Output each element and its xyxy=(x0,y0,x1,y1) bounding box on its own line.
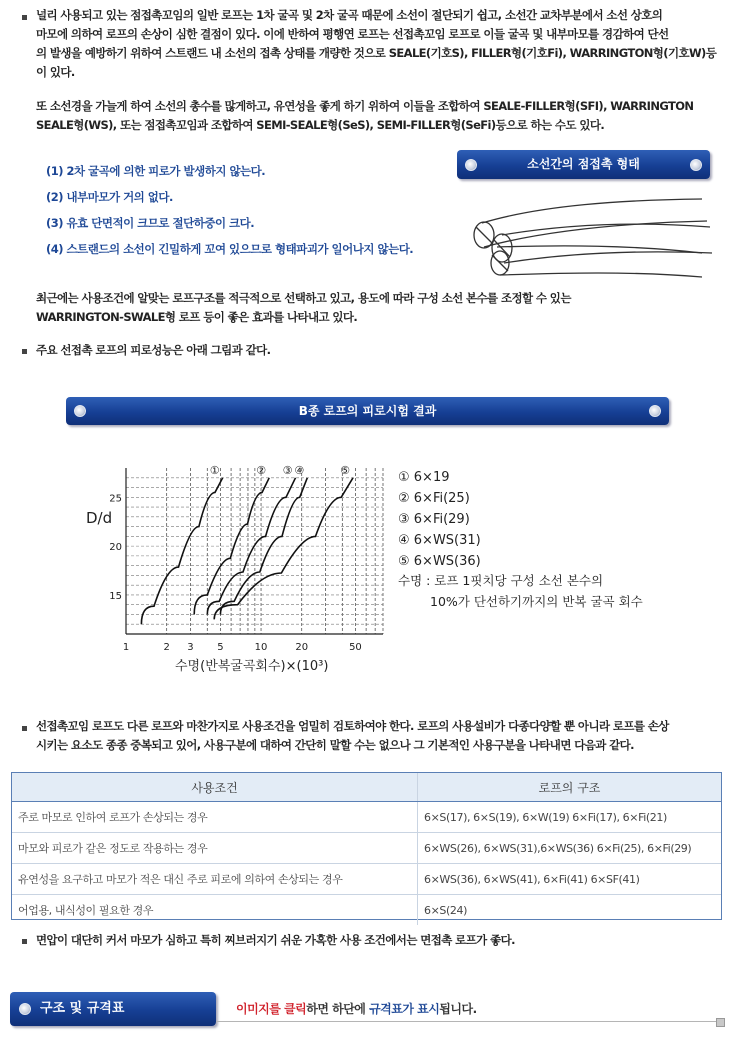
chart-x-tick-label: 2 xyxy=(163,642,170,653)
chart-x-tick-label: 1 xyxy=(122,642,130,653)
table-cell: 어업용, 내식성이 필요한 경우 xyxy=(12,895,418,926)
pressure-note: 면압이 대단히 커서 마모가 심하고 특히 찌브러지기 쉬운 가혹한 사용 조건에서는 면접촉 로프가 좋다. xyxy=(36,933,515,947)
footer-end-square xyxy=(716,1018,725,1027)
feature-list xyxy=(46,159,446,263)
strand-contact-illustration xyxy=(462,195,717,285)
table-cell: 유연성을 요구하고 마모가 적은 대신 주로 피로에 의하여 손상되는 경우 xyxy=(12,864,418,895)
table-row xyxy=(12,895,721,926)
chart-curves xyxy=(141,464,353,624)
structure-spec-tab[interactable]: 구조 및 규격표 xyxy=(10,992,216,1026)
usage-note: 선접촉꼬임 로프도 다른 로프와 마찬가지로 사용조건을 엄밀히 검토하여야 한다. 로프의 사용설비가 다종다양할 뿐 아니라 로프를 손상 시키는 요소도 종종 중복되고 있어, 사용구분에 대하여 간단히 말할 수는 없으나 그 기본적인 사용구분을 나타내면 다음과 같다. xyxy=(36,719,669,752)
rope-structure-table-frame xyxy=(11,772,722,920)
fatigue-note: 주요 선접촉 로프의 피로성능은 아래 그림과 같다. xyxy=(36,343,271,357)
chart-legend-entry: ③ 6×Fi(29) xyxy=(398,512,470,527)
bullet-marker xyxy=(22,15,27,20)
bullet-marker xyxy=(22,939,27,944)
table-row xyxy=(12,802,721,833)
contact-shape-header: 소선간의 점접촉 형태 xyxy=(457,150,710,179)
chart-xlabel: 수명(반복굴곡회수)×(10³) xyxy=(175,659,329,674)
chart-series-label: ⑤ xyxy=(340,463,350,477)
table-cell: 6×S(17), 6×S(19), 6×W(19) 6×Fi(17), 6×Fi(21) xyxy=(418,802,722,833)
chart-ylabel: D/d xyxy=(86,509,113,527)
chart-legend xyxy=(398,470,643,609)
recent-paragraph: 최근에는 사용조건에 알맞는 로프구조를 적극적으로 선택하고 있고, 용도에 따라 구성 소선 본수를 조정할 수 있는 WARRINGTON-SWALE형 로프 등이 좋은 효과를 나타내고 있다. xyxy=(36,291,571,324)
chart-x-tick-label: 10 xyxy=(254,642,268,653)
chart-y-tick-label: 15 xyxy=(109,590,122,602)
intro-paragraph-1: 널리 사용되고 있는 점접촉꼬임의 일반 로프는 1차 굴곡 및 2차 굴곡 때문에 소선이 절단되기 쉽고, 소선간 교차부분에서 소선 상호의 마모에 의하여 로프의 손상이 심한 결점이 있다. 이에 반하여 평행연 로프는 선접촉꼬임 로프로 이들 굴곡 및 내부마모를 경감하여 단선 의 발생을 예방하기 위하여 스트랜드 내 소선의 접촉 상태를 개량한 것으로 SEALE(기호S), FILLER형(기호Fi), WARRINGTON형(기호W)등 이 있다. xyxy=(36,8,717,79)
feature-item: (4) 스트랜드의 소선이 긴밀하게 꼬여 있으므로 형태파괴가 일어나지 않는다. xyxy=(46,242,414,256)
table-header-row xyxy=(12,773,721,802)
chart-series-label: ④ xyxy=(294,463,305,477)
feature-item: (1) 2차 굴곡에 의한 피로가 발생하지 않는다. xyxy=(46,164,266,178)
bullet-dot-icon xyxy=(465,159,477,171)
chart-legend-entry: ⑤ 6×WS(36) xyxy=(398,554,481,569)
bullet-marker xyxy=(22,726,27,731)
feature-item: (3) 유효 단면적이 크므로 절단하중이 크다. xyxy=(46,216,255,230)
rope-structure-table xyxy=(12,773,721,925)
chart-legend-entry: ② 6×Fi(25) xyxy=(398,491,470,506)
chart-x-tick-label: 3 xyxy=(187,642,194,653)
table-cell: 마모와 피로가 같은 정도로 작용하는 경우 xyxy=(12,833,418,864)
bullet-dot-icon xyxy=(74,405,86,417)
footer-message: 이미지를 클릭하면 하단에 규격표가 표시됩니다. xyxy=(236,1002,477,1016)
chart-series-line xyxy=(141,478,222,624)
chart-y-tick-label: 20 xyxy=(109,542,122,554)
table-header-cell: 로프의 구조 xyxy=(418,773,722,802)
table-row xyxy=(12,864,721,895)
chart-legend-entry: ④ 6×WS(31) xyxy=(398,533,481,548)
chart-series-label: ① xyxy=(209,463,220,477)
bullet-dot-icon xyxy=(690,159,702,171)
feature-item: (2) 내부마모가 거의 없다. xyxy=(46,190,173,204)
chart-series-label: ② xyxy=(256,463,267,477)
chart-note-line: 수명 : 로프 1핏치당 구성 소선 본수의 xyxy=(398,573,604,588)
chart-series-label: ③ xyxy=(282,463,293,477)
chart-header: B종 로프의 피로시험 결과 xyxy=(66,397,669,425)
table-cell: 6×WS(26), 6×WS(31),6×WS(36) 6×Fi(25), 6×Fi(29) xyxy=(418,833,722,864)
table-header-cell: 사용조건 xyxy=(12,773,418,802)
chart-x-tick-label: 50 xyxy=(349,642,362,653)
chart-note-line: 10%가 단선하기까지의 반복 굴곡 회수 xyxy=(430,594,643,609)
fatigue-chart xyxy=(78,460,698,685)
bullet-marker xyxy=(22,349,27,354)
bullet-dot-icon xyxy=(19,1003,31,1015)
footer-divider xyxy=(216,1021,716,1022)
chart-x-tick-label: 20 xyxy=(295,642,309,653)
bullet-dot-icon xyxy=(649,405,661,417)
table-cell: 6×S(24) xyxy=(418,895,722,926)
table-row xyxy=(12,833,721,864)
chart-x-tick-label: 5 xyxy=(217,642,224,653)
intro-paragraph-2: 또 소선경을 가늘게 하여 소선의 총수를 많게하고, 유연성을 좋게 하기 위하여 이들을 조합하여 SEALE-FILLER형(SFI), WARRINGTON SEALE형(WS), 또는 점접촉꼬임과 조합하여 SEMI-SEALE형(SeS), SEMI-FILLER형(SeFi)등으로 하는 수도 있다. xyxy=(36,99,694,132)
table-cell: 6×WS(36), 6×WS(41), 6×Fi(41) 6×SF(41) xyxy=(418,864,722,895)
chart-legend-entry: ① 6×19 xyxy=(398,470,450,485)
table-cell: 주로 마모로 인하여 로프가 손상되는 경우 xyxy=(12,802,418,833)
chart-y-tick-label: 25 xyxy=(109,493,122,505)
